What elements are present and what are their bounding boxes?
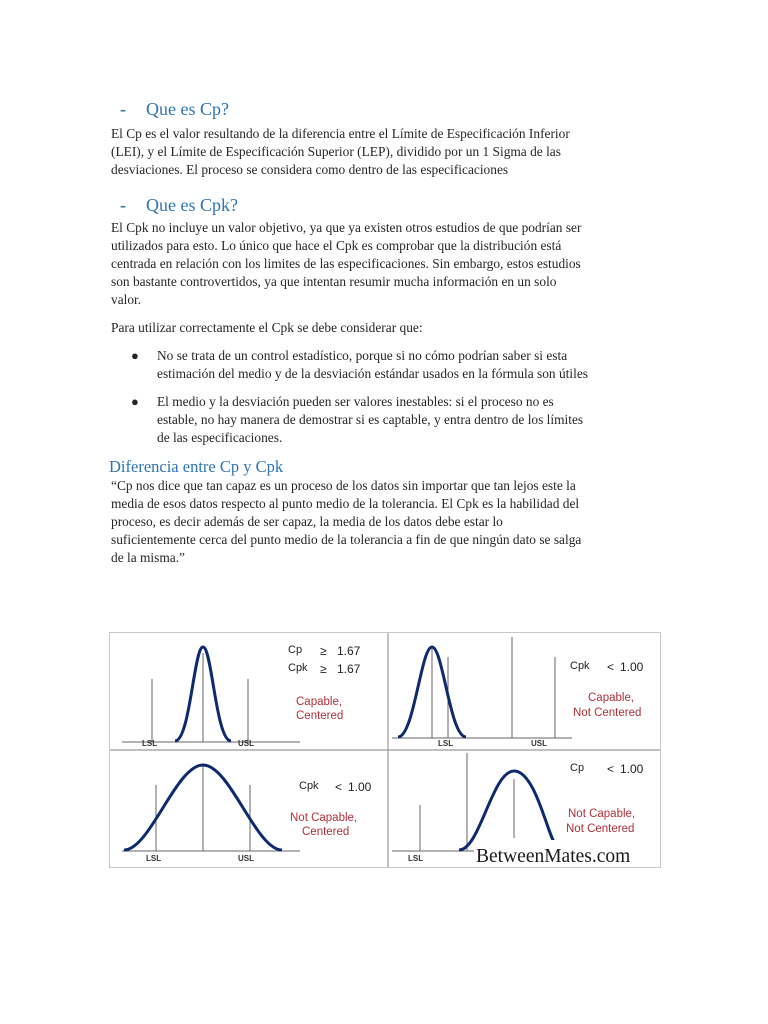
text-line: valor. — [111, 292, 142, 307]
text-line: estable, no hay manera de demostrar si es captable, y entra dentro de los límites — [157, 412, 584, 427]
watermark-logo: BetweenMates.com — [476, 846, 631, 867]
lsl-label: LSL — [146, 854, 162, 863]
cpk-label: Cpk — [288, 662, 308, 674]
cp-operator: < — [607, 762, 615, 776]
status-line-1: Capable, — [588, 692, 635, 704]
status-line-2: Centered — [302, 826, 350, 838]
text-line: son bastante controvertidos, ya que intentan resumir mucha información en un solo — [111, 274, 557, 289]
heading-cpk — [108, 195, 238, 216]
cp-label: Cp — [570, 762, 585, 774]
distribution-curve — [459, 771, 556, 850]
status-line-2: Centered — [296, 710, 344, 722]
paragraph-cpk — [111, 219, 659, 309]
heading-dash: - — [120, 195, 126, 215]
panel-capable-not-centered — [392, 637, 644, 748]
cp-cpk-diagram — [110, 633, 660, 867]
text-line: centrada en relación con los limites de las especificaciones. Sin embargo, estos estudios — [111, 256, 581, 271]
text-line: No se trata de un control estadístico, porque si no cómo podrían saber si esta — [157, 348, 568, 363]
status-line-1: Not Capable, — [290, 812, 358, 824]
heading-dash: - — [120, 99, 126, 119]
cp-value: 1.00 — [620, 762, 644, 776]
status-line-1: Capable, — [296, 696, 343, 708]
text-line: de las especificaciones. — [157, 430, 283, 445]
cpk-value: 1.00 — [620, 660, 644, 674]
list-item — [111, 347, 659, 383]
cp-value: 1.67 — [337, 644, 361, 658]
text-line: de la misma.” — [111, 550, 185, 565]
heading-cp-text: Que es Cp? — [146, 99, 229, 119]
text-line: (LEI), y el Límite de Especificación Superior (LEP), dividido por un 1 Sigma de las — [111, 144, 561, 159]
text-line: “Cp nos dice que tan capaz es un proceso de los datos sin importar que tan lejos este la — [111, 478, 576, 493]
cpk-label: Cpk — [570, 660, 590, 672]
list-item — [111, 393, 659, 447]
heading-cpk-text: Que es Cpk? — [146, 195, 238, 215]
paragraph-cp — [111, 125, 659, 179]
cp-cpk-figure — [109, 632, 661, 868]
text-line: El Cp es el valor resultando de la diferencia entre el Límite de Especificación Inferior — [111, 126, 570, 141]
panel-capable-centered — [122, 644, 361, 748]
usl-label: USL — [238, 854, 254, 863]
cpk-operator: < — [335, 780, 343, 794]
panel-not-capable-centered — [122, 765, 372, 863]
text-line: El medio y la desviación pueden ser valores inestables: si el proceso no es — [157, 394, 554, 409]
text-line: El Cpk no incluye un valor objetivo, ya que ya existen otros estudios de que podrían ser — [111, 220, 582, 235]
text-line: desviaciones. El proceso se considera como dentro de las especificaciones — [111, 162, 509, 177]
heading-cp — [108, 99, 229, 120]
status-line-2: Not Centered — [566, 823, 635, 835]
text-line: media de esos datos respecto al punto medio de la tolerancia. El Cpk es la habilidad del — [111, 496, 580, 511]
text-line: suficientemente cerca del punto medio de la tolerancia a fin de que ningún dato se salga — [111, 532, 582, 547]
cpk-value: 1.67 — [337, 662, 361, 676]
bullet-dot-icon: ● — [131, 394, 139, 409]
bullet-dot-icon: ● — [131, 348, 139, 363]
cpk-label: Cpk — [299, 780, 319, 792]
status-line-2: Not Centered — [573, 707, 642, 719]
bullet-list — [111, 347, 659, 447]
lsl-label: LSL — [438, 739, 454, 748]
usl-label: USL — [238, 739, 254, 748]
text-line: utilizados para esto. Lo único que hace el Cpk es comprobar que la distribución está — [111, 238, 562, 253]
lsl-label: LSL — [408, 854, 424, 863]
paragraph-diferencia — [111, 477, 659, 567]
paragraph-cpk-intro: Para utilizar correctamente el Cpk se debe considerar que: — [111, 320, 423, 335]
text-line: proceso, es decir además de ser capaz, la media de los datos debe estar lo — [111, 514, 503, 529]
cpk-operator: < — [607, 660, 615, 674]
cpk-value: 1.00 — [348, 780, 372, 794]
lsl-label: LSL — [142, 739, 158, 748]
usl-label: USL — [531, 739, 547, 748]
cpk-operator: ≥ — [320, 662, 327, 676]
heading-diferencia: Diferencia entre Cp y Cpk — [109, 457, 284, 476]
status-line-1: Not Capable, — [568, 808, 636, 820]
cp-label: Cp — [288, 644, 303, 656]
text-line: estimación del medio y de la desviación estándar usados en la fórmula son útiles — [157, 366, 588, 381]
cp-operator: ≥ — [320, 644, 327, 658]
